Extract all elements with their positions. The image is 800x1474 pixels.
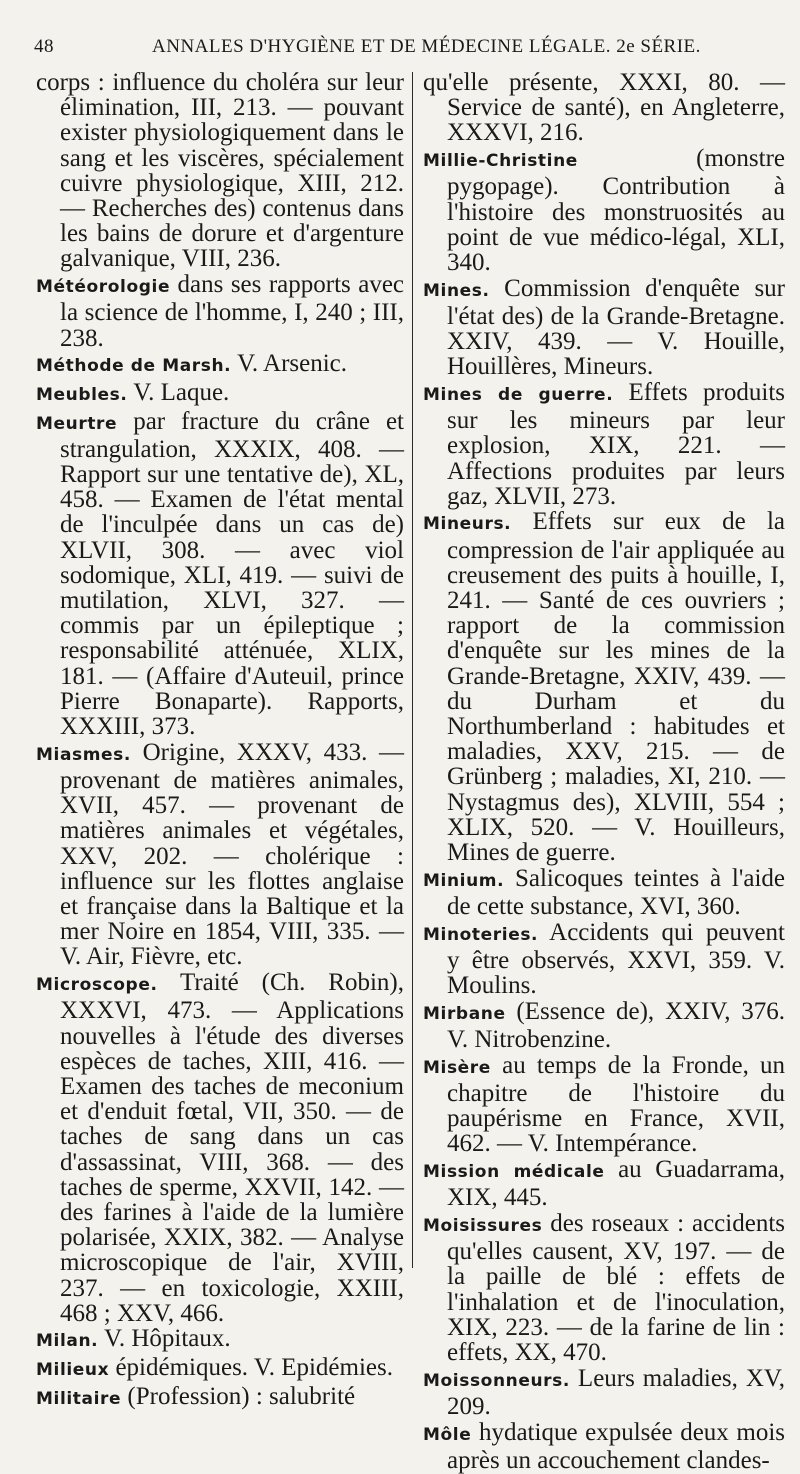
index-entry-text: corps : influence du choléra sur leur élimination, III, 213. — pouvant exister physiologiquement dans le sang et les viscères, spécialement cuivre physiologique, XIII, 212. — Recherches des) contenus dans les bains de dorure et d'argenture galvanique, VIII, 236.: [36, 69, 404, 273]
index-entry: [423, 1366, 785, 1419]
index-entry-head: Millie-Christine: [423, 151, 578, 172]
index-entry-text: Commission d'enquête sur l'état des) de la Grande-Bretagne. XXIV, 439. — V. Houille, Houillères, Mineurs.: [447, 274, 785, 381]
index-entry-head: Minoteries.: [423, 924, 539, 945]
running-title: ANNALES D'HYGIÈNE ET DE MÉDECINE LÉGALE. 2e SÉRIE.: [152, 36, 701, 57]
index-entry-text: épidémiques. V. Epidémies.: [115, 1354, 393, 1382]
index-entry-text: (monstre pygopage). Contribution à l'histoire des monstruosités au point de vue médico-légal, XLI, 340.: [447, 145, 785, 276]
index-entry-text: hydatique expulsée deux mois après un accouchement clandes-: [447, 1418, 785, 1474]
index-entry-text: des roseaux : accidents qu'elles causent, XV, 197. — de la paille de blé : effets de l'inhalation et de l'inoculation, XIX, 223. — de la farine de lin : effets, XX, 470.: [447, 1209, 785, 1366]
page-header: [34, 36, 776, 66]
index-entry-text: Traité (Ch. Robin), XXXVI, 473. — Applications nouvelles à l'étude des diverses espèces de taches, XIII, 416. — Examen des taches de meconium et d'enduit fœtal, VII, 350. — de taches de sang dans un cas d'assassinat, VIII, 368. — des taches de sperme, XXVII, 142. — des farines à l'aide de la lumière polarisée, XXIX, 382. — Analyse microscopique de l'air, XVIII, 237. — en toxicologie, XXIII, 468 ; XXV, 466.: [60, 969, 404, 1327]
index-entry-text: au Guadarrama, XIX, 445.: [447, 1156, 785, 1212]
index-entry: [423, 1053, 785, 1157]
index-entry: [423, 1420, 785, 1473]
index-entry: [423, 146, 785, 275]
index-entry-text: Effets sur eux de la compression de l'air appliquée au creusement des puits à houille, I, 241. — Santé de ces ouvriers ; rapport de la commission d'enquête sur les mines de la Grande-Bretagne, XXIV, 439. — du Durham et du Northumberland : habitudes et maladies, XXV, 215. — de Grünberg ; maladies, XI, 210. — Nystagmus des), XLVIII, 554 ; XLIX, 520. — V. Houilleurs, Mines de guerre.: [447, 508, 786, 867]
index-entry-text: qu'elle présente, XXXI, 80. — Service de santé), en Angleterre, XXXVI, 216.: [423, 69, 785, 147]
index-entry-text: V. Laque.: [133, 378, 230, 406]
index-entry: [423, 1157, 785, 1210]
index-entry-head: Méthode de Marsh.: [36, 356, 232, 377]
index-entry: [36, 380, 404, 408]
index-entry: [36, 970, 404, 1326]
index-entry: [423, 920, 785, 999]
index-entry-text: V. Arsenic.: [237, 350, 348, 378]
index-entry: [423, 866, 785, 919]
index-entry-head: Môle: [423, 1424, 472, 1445]
index-entry: [423, 999, 785, 1052]
index-entry-head: Météorologie: [36, 277, 171, 298]
index-entry-head: Milan.: [36, 1331, 99, 1352]
index-entry-head: Miasmes.: [36, 744, 131, 765]
index-entry-text: Accidents qui peuvent y être observés, XXVI, 359. V. Moulins.: [447, 918, 785, 1000]
index-entry-text: au temps de la Fronde, un chapitre de l'histoire du paupérisme en France, XVII, 462. — V. Intempérance.: [447, 1051, 786, 1158]
index-entry-text: (Essence de), XXIV, 376. V. Nitrobenzine.: [447, 997, 786, 1054]
index-entry-text: Origine, XXXV, 433. — provenant de matières animales, XVII, 457. — provenant de matières animales et végétales, XXV, 202. — cholérique : influence sur les flottes anglaise et française dans la Baltique et la mer Noire en 1854, VIII, 335. — V. Air, Fièvre, etc.: [60, 738, 404, 971]
index-entry: [36, 351, 404, 379]
index-entry: [36, 1326, 404, 1354]
index-entry-head: Mirbane: [423, 1003, 506, 1024]
index-entry-text: dans ses rapports avec la science de l'homme, I, 240 ; III, 238.: [60, 271, 405, 352]
index-entry: [423, 1211, 785, 1365]
index-entry-head: Meurtre: [36, 413, 118, 434]
index-entry-text: par fracture du crâne et strangulation, XXXIX, 408. — Rapport sur une tentative de), XL, 458. — Examen de l'état mental de l'inculpée dans un cas de) XLVII, 308. — avec viol sodomique, XLI, 419. — suivi de mutilation, XLVI, 327. — commis par un épileptique ; responsabilité atténuée, XLIX, 181. — (Affaire d'Auteuil, prince Pierre Bonaparte). Rapports, XXXIII, 373.: [60, 407, 405, 741]
index-entry-head: Moissonneurs.: [423, 1370, 570, 1391]
index-entry: [423, 380, 785, 509]
index-entry: [423, 276, 785, 380]
index-entry-text: V. Hôpitaux.: [104, 1325, 231, 1353]
index-entry: [36, 70, 404, 272]
index-entry-head: Milieux: [36, 1360, 110, 1381]
index-entry-head: Mission médicale: [423, 1162, 605, 1183]
index-entry-text: Effets produits sur les mineurs par leur explosion, XIX, 221. — Affections produites par leurs gaz, XLVII, 273.: [447, 378, 785, 510]
index-entry: [423, 509, 785, 865]
index-entry-text: Salicoques teintes à l'aide de cette substance, XVI, 360.: [447, 864, 786, 920]
index-entry-head: Militaire: [36, 1388, 122, 1409]
index-entry: [36, 409, 404, 740]
index-entry: [36, 740, 404, 970]
index-entry-head: Mines.: [423, 280, 490, 301]
index-column-right: [423, 70, 785, 1473]
index-entry-head: Minium.: [423, 870, 505, 891]
index-entry-head: Misère: [423, 1057, 491, 1078]
index-entry-text: (Profession) : salubrité: [127, 1382, 356, 1410]
index-entry-head: Microscope.: [36, 975, 158, 996]
page-number: 48: [34, 36, 54, 57]
index-entry: [36, 1384, 404, 1412]
index-entry-head: Mines de guerre.: [423, 384, 614, 405]
index-entry-head: Mineurs.: [423, 514, 512, 535]
index-entry-text: Leurs maladies, XV, 209.: [447, 1364, 786, 1420]
index-entry-head: Meubles.: [36, 384, 128, 405]
column-divider: [412, 72, 413, 1268]
index-entry: [36, 272, 404, 351]
index-entry: [36, 1355, 404, 1383]
index-entry: [423, 70, 785, 146]
index-entry-head: Moisissures: [423, 1215, 543, 1236]
index-column-left: [36, 70, 404, 1413]
